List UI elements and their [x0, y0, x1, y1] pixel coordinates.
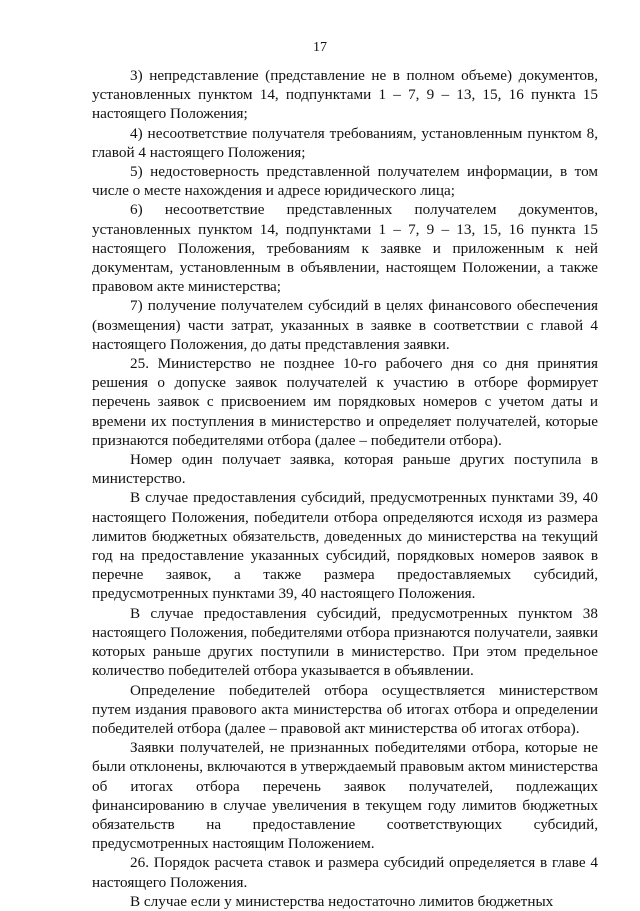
paragraph-item-4: 4) несоответствие получателя требованиям, установленным пунктом 8, главой 4 настоящего Положения; [92, 124, 598, 161]
paragraph-insufficient-limits: В случае если у министерства недостаточно лимитов бюджетных [130, 892, 554, 910]
paragraph-winners-definition: Определение победителей отбора осуществляется министерством путем издания правового акта министерства об итогах отбора и определении победителей отбора (далее – правовой акт министерства об итогах отбора). [92, 681, 598, 737]
paragraph-number-one: Номер один получает заявка, которая раньше других поступила в министерство. [92, 451, 598, 488]
paragraph-subsidies-38: В случае предоставления субсидий, предусмотренных пунктом 38 настоящего Положения, победителями отбора признаются получатели, заявки которых раньше других поступили в министерство. При этом предельное количество победителей отбора указывается в объявлении. [92, 604, 598, 680]
paragraph-clause-26: 26. Порядок расчета ставок и размера субсидий определяется в главе 4 настоящего Положения. [92, 854, 598, 891]
paragraph-non-winners: Заявки получателей, не признанных победителями отбора, которые не были отклонены, включаются в утверждаемый правовым актом министерства об итогах отбора перечень заявок получателей, подлежащих финансированию в случае увеличения в текущем году лимитов бюджетных обязательств на предоставление соответствующих субсидий, предусмотренных настоящим Положением. [92, 739, 598, 853]
document-body [92, 66, 598, 911]
paragraph-subsidies-39-40: В случае предоставления субсидий, предусмотренных пунктами 39, 40 настоящего Положения, победители отбора определяются исходя из размера лимитов бюджетных обязательств, доведенных до министерства на текущий год на предоставление указанных субсидий, порядковых номеров заявок в перечне заявок, а также размера предоставляемых субсидий, предусмотренных пунктами 39, 40 настоящего Положения. [92, 489, 598, 603]
paragraph-item-6: 6) несоответствие представленных получателем документов, установленных пунктом 14, подпунктами 1 – 7, 9 – 13, 15, 16 пункта 15 настоящего Положения, требованиям к заявке и приложенным к ней документам, установленным в объявлении, настоящем Положении, а также правовом акте министерства; [92, 201, 598, 296]
paragraph-clause-25: 25. Министерство не позднее 10-го рабочего дня со дня принятия решения о допуске заявок получателей к участию в отборе формирует перечень заявок с присвоением им порядковых номеров с учетом даты и времени их поступления в министерство и определяет получателей, которые признаются победителями отбора (далее – победители отбора). [92, 355, 598, 449]
page-number: 17 [313, 40, 327, 55]
paragraph-item-5: 5) недостоверность представленной получателем информации, в том числе о месте нахождения и адресе юридического лица; [92, 163, 598, 200]
paragraph-item-7: 7) получение получателем субсидий в целях финансового обеспечения (возмещения) части затрат, указанных в заявке в соответствии с главой 4 настоящего Положения, до даты представления заявки. [92, 297, 598, 353]
paragraph-item-3: 3) непредставление (представление не в полном объеме) документов, установленных пунктом 14, подпунктами 1 – 7, 9 – 13, 15, 16 пункта 15 настоящего Положения; [92, 67, 598, 123]
